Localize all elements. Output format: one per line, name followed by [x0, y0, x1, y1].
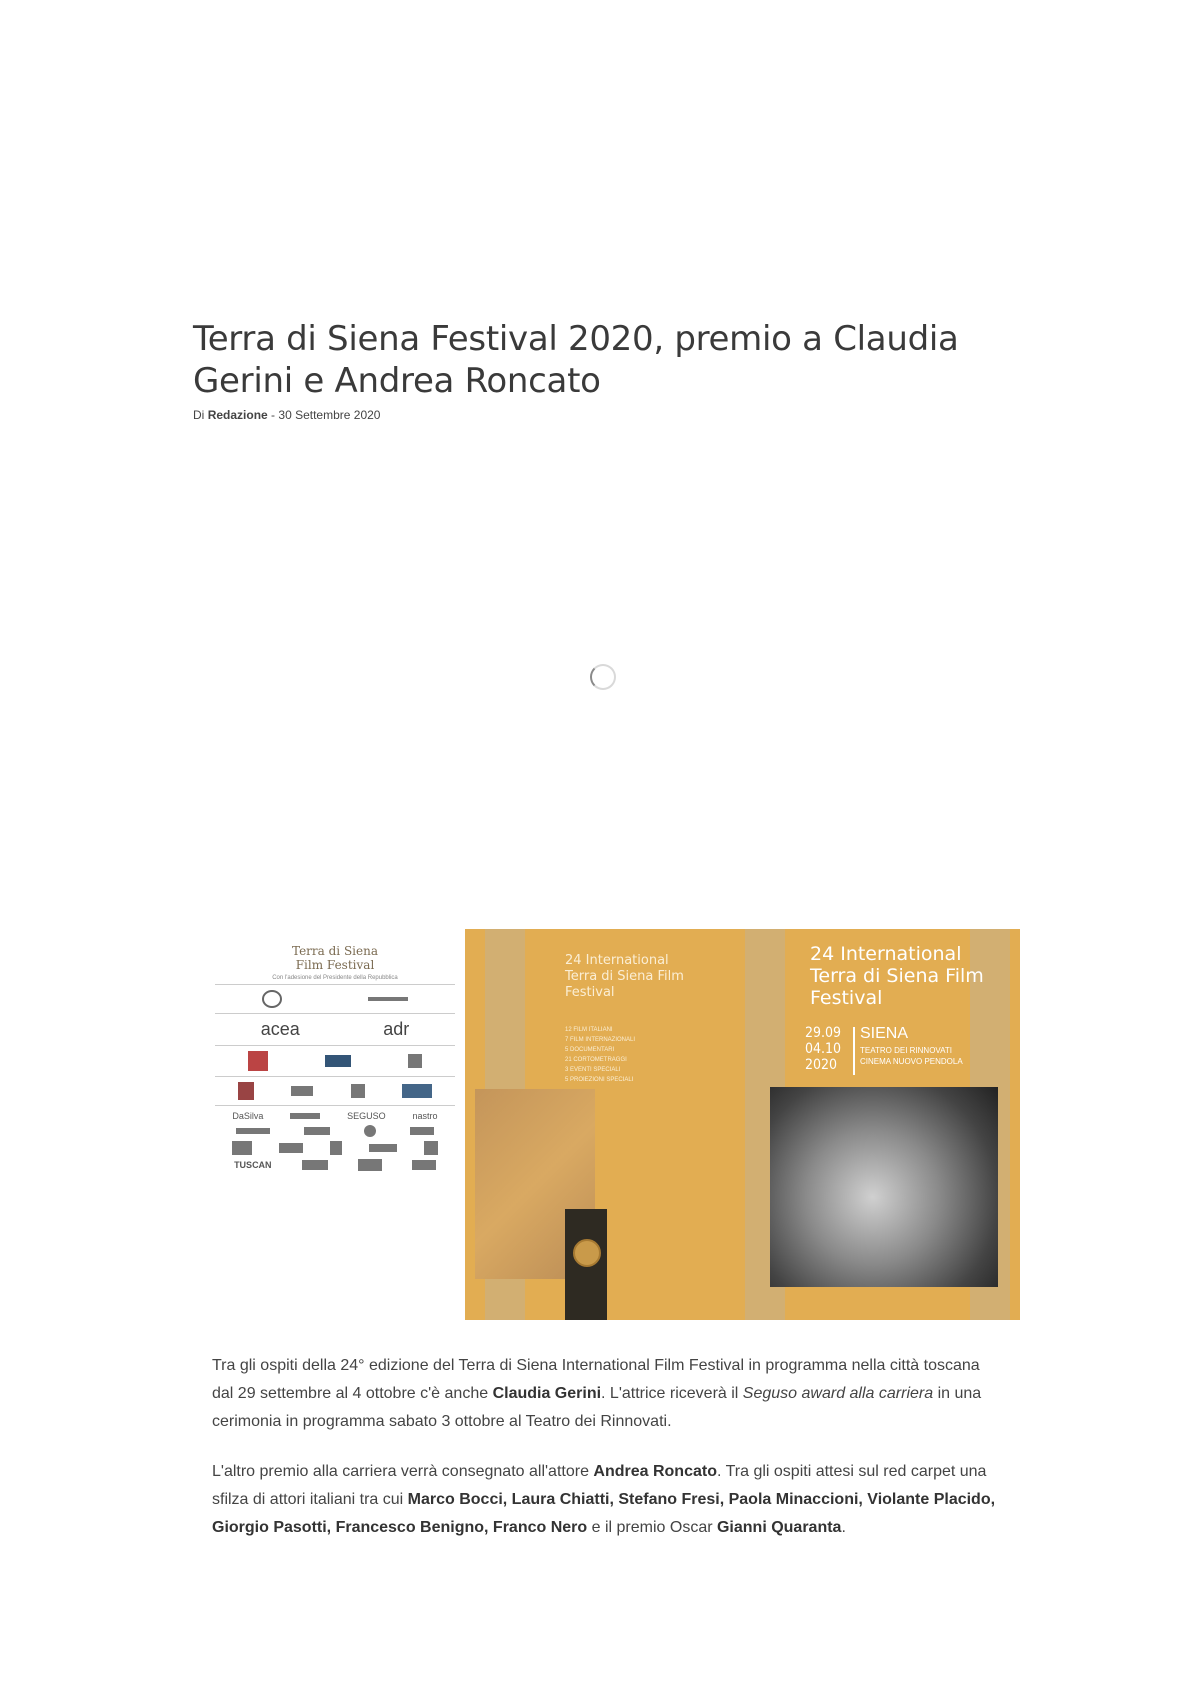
divider: [215, 984, 455, 985]
sponsor-logo-icon: [410, 1127, 434, 1135]
divider: [215, 1045, 455, 1046]
byline-prefix: Di: [193, 408, 205, 422]
dasilva-logo: DaSilva: [232, 1111, 264, 1121]
byline: [193, 408, 380, 422]
logo-row: [215, 1049, 455, 1073]
sponsor-logo-icon: [368, 997, 408, 1001]
medal-icon: [573, 1239, 601, 1267]
sponsor-logo-icon: [279, 1143, 303, 1153]
sponsor-logo-icon: [358, 1159, 382, 1171]
poster-right-title: 24 International Terra di Siena Film Festival: [810, 943, 984, 1009]
sponsor-logo-icon: [248, 1051, 268, 1071]
sponsor-logo-icon: [291, 1086, 313, 1096]
loading-spinner-icon: [590, 664, 616, 690]
adr-logo: adr: [383, 1019, 410, 1039]
logo-row: [215, 1109, 455, 1123]
sponsor-logo-icon: [238, 1082, 254, 1100]
sponsor-logo-icon: [304, 1127, 330, 1135]
seguso-logo: SEGUSO: [347, 1111, 386, 1121]
sponsor-logo-icon: [325, 1055, 351, 1067]
sponsor-logo-icon: [351, 1084, 365, 1098]
logo-row: [215, 1157, 455, 1173]
paragraph-2: L'altro premio alla carriera verrà consegnato all'attore Andrea Roncato. Tra gli ospiti attesi sul red carpet una sfilza di attori italiani tra cui Marco Bocci, Laura Chiatti, Stefano Fresi, Paola Minaccioni, Violante Placido, Giorgio Pasotti, Francesco Benigno, Franco Nero e il premio Oscar Gianni Quaranta.: [212, 1463, 996, 1536]
logo-row: [215, 1017, 455, 1042]
poster-venues: TEATRO DEI RINNOVATI CINEMA NUOVO PENDOLA: [860, 1046, 963, 1066]
sponsor-logo-icon: [290, 1113, 320, 1119]
sponsor-logo-icon: [236, 1128, 270, 1134]
festival-sponsors-panel: [215, 940, 455, 1295]
logo-row: [215, 1139, 455, 1157]
divider: [215, 1076, 455, 1077]
sponsor-logo-icon: [364, 1125, 376, 1137]
logo-row: [215, 988, 455, 1010]
sponsor-logo-icon: [424, 1141, 438, 1155]
logo-row: [215, 1080, 455, 1102]
sponsor-logo-icon: [302, 1160, 328, 1170]
sponsor-logo-icon: [402, 1084, 432, 1098]
article-title: Terra di Siena Festival 2020, premio a Claudia Gerini e Andrea Roncato: [193, 319, 959, 401]
poster-divider: [853, 1027, 855, 1075]
credits-header: Terra di Siena Film Festival: [292, 944, 378, 972]
author-link[interactable]: Redazione: [207, 408, 268, 422]
tuscan-logo: TUSCAN: [234, 1160, 272, 1170]
poster-program-list: 12 FILM ITALIANI 7 FILM INTERNAZIONALI 5 DOCUMENTARI 21 CORTOMETRAGGI 3 EVENTI SPECIALI 5 PROIEZIONI SPECIALI: [565, 1027, 636, 1083]
divider: [215, 1105, 455, 1106]
poster-city: SIENA: [860, 1025, 909, 1042]
credits-subheader: Con l'adesione del Presidente della Repubblica: [272, 975, 398, 981]
publish-date: 30 Settembre 2020: [278, 408, 381, 422]
poster-left-title: 24 International Terra di Siena Film Festival: [565, 953, 684, 1000]
sponsor-logo-icon: [369, 1144, 397, 1152]
paragraph-1: Tra gli ospiti della 24° edizione del Terra di Siena International Film Festival in programma nella città toscana dal 29 settembre al 4 ottobre c'è anche Claudia Gerini. L'attrice riceverà il Seguso award alla carriera in una cerimonia in programma sabato 3 ottobre al Teatro dei Rinnovati.: [212, 1357, 982, 1430]
sponsor-logo-icon: [330, 1141, 342, 1155]
sponsor-logo-icon: [262, 990, 282, 1008]
byline-separator: -: [271, 408, 276, 422]
sponsor-logo-icon: [232, 1141, 252, 1155]
poster-dates: 29.09 04.10 2020: [805, 1025, 842, 1073]
article-body: [212, 1352, 1002, 1564]
sponsor-logo-icon: [412, 1160, 436, 1170]
festival-poster: [465, 929, 1020, 1320]
nastro-logo: nastro: [412, 1111, 438, 1121]
poster-photo-right: [770, 1087, 998, 1287]
divider: [215, 1013, 455, 1014]
acea-logo: acea: [260, 1019, 300, 1039]
logo-row: [215, 1123, 455, 1139]
sponsor-logo-icon: [408, 1054, 422, 1068]
